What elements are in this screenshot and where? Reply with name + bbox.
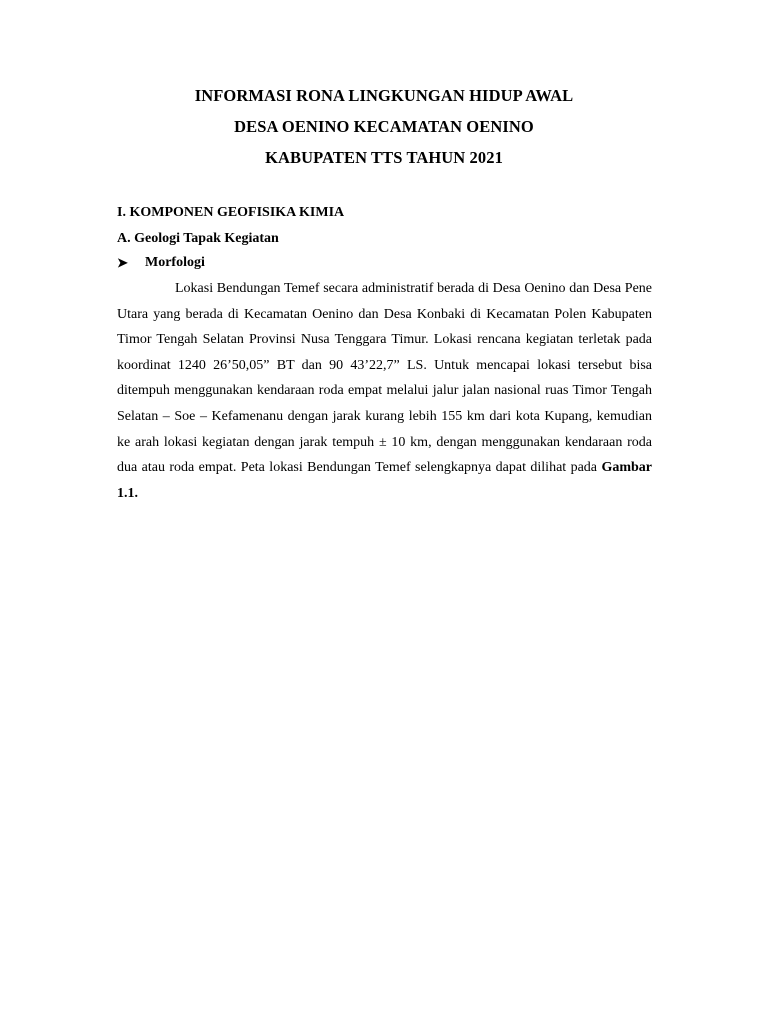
- document-body: [117, 204, 652, 506]
- paragraph-text: Lokasi Bendungan Temef secara administratif berada di Desa Oenino dan Desa Pene Utara yang berada di Kecamatan Oenino dan Desa Konbaki di Kecamatan Polen Kabupaten Timor Tengah Selatan Provinsi Nusa Tenggara Timur. Lokasi rencana kegiatan terletak pada koordinat 1240 26’50,05” BT dan 90 43’22,7” LS. Untuk mencapai lokasi tersebut bisa ditempuh menggunakan kendaraan roda empat melalui jalur jalan nasional ruas Timor Tengah Selatan – Soe – Kefamenanu dengan jarak kurang lebih 155 km dari kota Kupang, kemudian ke arah lokasi kegiatan dengan jarak tempuh ± 10 km, dengan menggunakan kendaraan roda dua atau roda empat. Peta lokasi Bendungan Temef selengkapnya dapat dilihat pada: [117, 281, 652, 476]
- bullet-item-morfologi: [117, 254, 652, 272]
- section-heading: I. KOMPONEN GEOFISIKA KIMIA: [117, 205, 345, 220]
- bullet-label: Morfologi: [145, 255, 205, 270]
- document-title: [0, 86, 768, 179]
- title-line-1: INFORMASI RONA LINGKUNGAN HIDUP AWAL: [194, 86, 574, 105]
- title-line-2: DESA OENINO KECAMATAN OENINO: [234, 117, 534, 136]
- figure-reference: Gambar 1.1.: [117, 460, 652, 501]
- subsection-heading: A. Geologi Tapak Kegiatan: [117, 231, 279, 246]
- arrowhead-bullet-icon: ➤: [117, 255, 128, 270]
- body-paragraph: [117, 276, 652, 506]
- title-line-3: KABUPATEN TTS TAHUN 2021: [265, 148, 503, 167]
